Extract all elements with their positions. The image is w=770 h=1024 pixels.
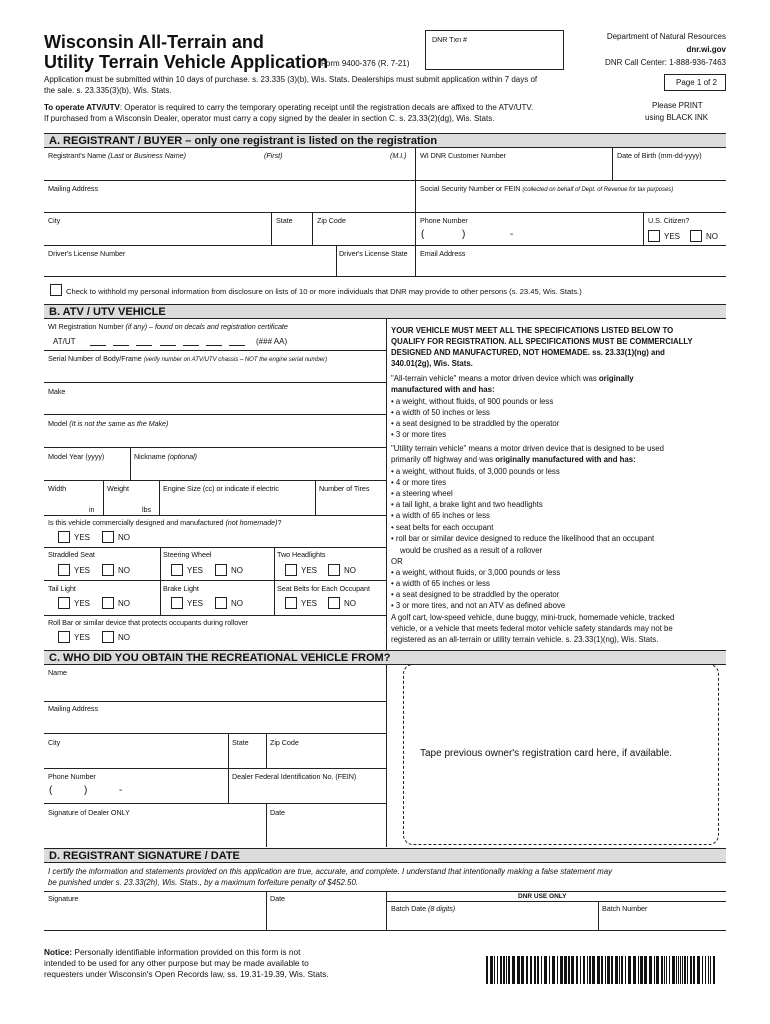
headlights-label: Two Headlights: [277, 550, 326, 559]
steering-yes-checkbox[interactable]: [171, 564, 183, 576]
section-a-header: [44, 133, 726, 148]
state-label: State: [276, 216, 293, 225]
headlights-no-label: NO: [344, 566, 356, 575]
reg-format: (### AA): [256, 337, 288, 346]
engine-size-label: Engine Size (cc) or indicate if electric: [163, 484, 279, 493]
city-label: City: [48, 216, 61, 225]
criteria-item: • a tail light, a brake light and two headlights: [391, 500, 543, 510]
atut-prefix: AT/UT: [53, 337, 76, 346]
commercial-question: [48, 518, 281, 527]
mailing-address-label: Mailing Address: [48, 184, 98, 193]
utv-definition-1: "Utility terrain vehicle" means a motor driven device that is designed to be used: [391, 444, 664, 453]
criteria-item: • a width of 50 inches or less: [391, 408, 490, 417]
phone-paren-close: ): [462, 229, 466, 240]
section-d-header: [44, 848, 726, 863]
width-unit: in: [89, 505, 95, 514]
certify-line2: be punished under s. 23.33(2h), Wis. Stats., by a maximum forfeiture penalty of $452.50.: [48, 878, 359, 887]
notice-line2: intended to be used for any other purpose but may be made available to: [44, 958, 309, 968]
please-print-text: Please PRINT: [652, 101, 703, 110]
commercial-text: Is this vehicle commercially designed and manufactured: [48, 518, 224, 527]
spec-heading-2: QUALIFY FOR REGISTRATION. ALL SPECIFICATIONS MUST BE COMMERCIALLY: [391, 337, 693, 346]
seller-phone-label: Phone Number: [48, 772, 96, 781]
commercial-yes-checkbox[interactable]: [58, 531, 70, 543]
notice-bold: Notice:: [44, 947, 73, 957]
tail-light-label: Tail Light: [48, 584, 76, 593]
middle-initial-label: (M.I.): [390, 151, 407, 160]
wi-registration-label: [48, 322, 288, 331]
registrant-name-text: Registrant's Name: [48, 151, 107, 160]
rollbar-no-label: NO: [118, 633, 130, 642]
seatbelts-no-label: NO: [344, 599, 356, 608]
drivers-license-label: Driver's License Number: [48, 249, 126, 258]
section-c-header: [44, 650, 726, 665]
steering-no-label: NO: [231, 566, 243, 575]
taillight-yes-checkbox[interactable]: [58, 597, 70, 609]
zip-label: Zip Code: [317, 216, 346, 225]
section-b-header: [44, 304, 726, 319]
criteria-item: • a width of 65 inches or less: [391, 579, 490, 588]
straddled-seat-label: Straddled Seat: [48, 550, 95, 559]
criteria-item: • a seat designed to be straddled by the operator: [391, 419, 560, 428]
intro-line1: Application must be submitted within 10 days of purchase. s. 23.335 (3)(b), Wis. Stats. Dealerships must submit application within 7 days of: [44, 75, 538, 84]
operate-text: : Operator is required to carry the temporary operating receipt until the registration decals are affixed to the ATV/UTV.: [119, 103, 534, 112]
tires-label: Number of Tires: [319, 484, 370, 493]
registrant-date-label: Date: [270, 894, 285, 903]
seatbelts-no-checkbox[interactable]: [328, 597, 340, 609]
certify-line1: I certify the information and statements provided on this application are true, accurate, and complete. I understand that intentionally making a false statement may: [48, 867, 613, 876]
headlights-yes-label: YES: [301, 566, 318, 575]
dealer-signature-label: Signature of Dealer ONLY: [48, 808, 130, 817]
seatbelts-yes-label: YES: [301, 599, 318, 608]
straddled-no-label: NO: [118, 566, 130, 575]
steering-no-checkbox[interactable]: [215, 564, 227, 576]
citizen-yes-checkbox[interactable]: [648, 230, 660, 242]
model-hint: (It is not the same as the Make): [69, 419, 169, 428]
headlights-no-checkbox[interactable]: [328, 564, 340, 576]
width-label: Width: [48, 484, 67, 493]
notice-line3: requesters under Wisconsin's Open Records law, ss. 19.31-19.39, Wis. Stats.: [44, 969, 329, 979]
form-title-line2: Utility Terrain Vehicle Application: [44, 52, 329, 72]
seller-phone-dash: -: [119, 785, 123, 796]
phone-paren-open: (: [421, 229, 425, 240]
brakelight-yes-label: YES: [187, 599, 204, 608]
brake-light-label: Brake Light: [163, 584, 199, 593]
criteria-item: • a weight, without fluids, or 3,000 pounds or less: [391, 568, 561, 577]
section-d-title: D. REGISTRANT SIGNATURE / DATE: [49, 850, 240, 862]
straddled-yes-label: YES: [74, 566, 91, 575]
criteria-item: • a weight, without fluids, of 900 pounds or less: [391, 397, 554, 406]
brakelight-no-checkbox[interactable]: [215, 597, 227, 609]
brakelight-yes-checkbox[interactable]: [171, 597, 183, 609]
dealer-fein-label: Dealer Federal Identification No. (FEIN): [232, 772, 357, 781]
please-print: [652, 101, 703, 110]
atv-def-text: "All-terrain vehicle" means a motor driven device which was: [391, 374, 599, 383]
section-a-title: A. REGISTRANT / BUYER – only one registrant is listed on the registration: [49, 135, 438, 147]
commercial-no-label: NO: [118, 533, 130, 542]
dealer-date-label: Date: [270, 808, 285, 817]
rollbar-no-checkbox[interactable]: [102, 631, 114, 643]
utv-def-bold: originally manufactured with and has:: [495, 455, 636, 464]
batch-date-label: [391, 904, 455, 913]
roll-bar-label: Roll Bar or similar device that protects occupants during rollover: [48, 618, 249, 627]
taillight-yes-label: YES: [74, 599, 91, 608]
wi-reg-text: WI Registration Number: [48, 322, 124, 331]
notice-line1: [44, 947, 300, 957]
citizen-no-label: NO: [706, 232, 718, 241]
operate-line1: [44, 103, 533, 112]
batch-date-hint: (8 digits): [428, 904, 456, 913]
form-title-line1: Wisconsin All-Terrain and: [44, 32, 264, 52]
serial-hint: (verify number on ATV/UTV chassis – NOT the engine serial number): [143, 356, 328, 363]
commercial-qmark: ?: [277, 518, 282, 527]
brakelight-no-label: NO: [231, 599, 243, 608]
dnr-use-only: DNR USE ONLY: [518, 893, 567, 900]
model-text: Model: [48, 419, 68, 428]
operate-bold: To operate ATV/UTV: [44, 103, 120, 112]
seller-name-field[interactable]: [44, 666, 386, 701]
dept-website: dnr.wi.gov: [686, 45, 726, 54]
serial-text: Serial Number of Body/Frame: [48, 354, 142, 363]
barcode-icon: [484, 956, 720, 984]
model-label: [48, 419, 168, 428]
mailing-address-field[interactable]: [44, 181, 415, 212]
ssn-text: Social Security Number or FEIN: [420, 184, 521, 193]
batch-date-text: Batch Date: [391, 904, 427, 913]
criteria-item: • 4 or more tires: [391, 478, 447, 488]
dob-label: Date of Birth (mm-dd-yyyy): [617, 151, 702, 160]
ssn-hint: (collected on behalf of Dept. of Revenue for tax purposes): [522, 187, 674, 193]
make-label: Make: [48, 387, 66, 396]
phone-dash: -: [510, 229, 514, 240]
black-ink: using BLACK INK: [645, 113, 709, 122]
seller-mailing-label: Mailing Address: [48, 704, 98, 713]
citizen-label: U.S. Citizen?: [648, 216, 690, 225]
batch-number-label: Batch Number: [602, 904, 648, 913]
commercial-yes-label: YES: [74, 533, 91, 542]
nickname-text: Nickname: [134, 452, 166, 461]
or-label: OR: [391, 557, 403, 566]
make-field[interactable]: [44, 383, 386, 414]
criteria-item: • a width of 65 inches or less: [391, 511, 490, 521]
steering-yes-label: YES: [187, 566, 204, 575]
registrant-name-label: [48, 151, 186, 160]
dept-name: Department of Natural Resources: [606, 32, 726, 41]
registrant-signature-label: Signature: [48, 894, 79, 903]
citizen-no-checkbox[interactable]: [690, 230, 702, 242]
steering-wheel-label: Steering Wheel: [163, 550, 212, 559]
dl-state-label: Driver's License State: [339, 249, 408, 258]
ssn-label: [420, 184, 673, 193]
seller-city-label: City: [48, 738, 61, 747]
withhold-checkbox[interactable]: [50, 284, 62, 296]
seller-name-label: Name: [48, 668, 67, 677]
utv-definition-2: [391, 455, 636, 464]
criteria-item: • 3 or more tires, and not an ATV as defined above: [391, 601, 566, 610]
spec-heading-1: YOUR VEHICLE MUST MEET ALL THE SPECIFICATIONS LISTED BELOW TO: [391, 326, 674, 335]
commercial-no-checkbox[interactable]: [102, 531, 114, 543]
golf-cart-note-2: vehicle, or a vehicle that meets federal motor vehicle safety standards may not be: [391, 624, 673, 633]
email-label: Email Address: [420, 249, 466, 258]
criteria-item: • 3 or more tires: [391, 430, 447, 439]
dept-call-center: DNR Call Center: 1-888-936-7463: [605, 58, 726, 67]
straddled-yes-checkbox[interactable]: [58, 564, 70, 576]
seat-belts-label: Seat Belts for Each Occupant: [277, 584, 370, 593]
taillight-no-label: NO: [118, 599, 130, 608]
utv-def-text: primarily off highway and was: [391, 455, 496, 464]
utv-continuation: would be crushed as a result of a rollover: [400, 546, 543, 555]
seatbelts-yes-checkbox[interactable]: [285, 597, 297, 609]
form-number: Form 9400-376 (R. 7-21): [321, 59, 410, 68]
commercial-hint: (not homemade): [225, 518, 278, 527]
straddled-no-checkbox[interactable]: [102, 564, 114, 576]
nickname-label: [134, 452, 197, 461]
atv-definition-2: manufactured with and has:: [391, 385, 495, 394]
nickname-hint: (optional): [167, 452, 197, 461]
atv-definition: [391, 374, 634, 383]
section-b-title: B. ATV / UTV VEHICLE: [49, 306, 166, 318]
city-field[interactable]: [44, 213, 271, 245]
serial-number-label: [48, 354, 327, 363]
criteria-item: • a steering wheel: [391, 489, 453, 499]
citizen-yes-label: YES: [664, 232, 681, 241]
criteria-item: • roll bar or similar device designed to reduce the likelihood that an occupant: [391, 533, 655, 543]
weight-unit: lbs: [142, 505, 152, 514]
seller-state-label: State: [232, 738, 249, 747]
customer-number-label: WI DNR Customer Number: [420, 151, 506, 160]
wi-reg-hint: (if any) – found on decals and registration certificate: [125, 322, 288, 331]
notice-text: Personally identifiable information provided on this form is not: [72, 947, 301, 957]
taillight-no-checkbox[interactable]: [102, 597, 114, 609]
golf-cart-note-3: registered as an all-terrain or utility terrain vehicle. s. 23.33(1)(ng), Wis. Stats.: [391, 635, 659, 644]
first-name-label: (First): [264, 151, 283, 160]
dnr-txn-label: DNR Txn #: [432, 35, 467, 44]
model-year-label: Model Year (yyyy): [48, 452, 105, 461]
criteria-item: • seat belts for each occupant: [391, 522, 494, 532]
spec-heading-3: DESIGNED AND MANUFACTURED, NOT HOMEMADE. ss. 23.33(1)(ng) and: [391, 348, 665, 357]
spec-heading-4: 340.01(2g), Wis. Stats.: [391, 359, 473, 368]
atv-def-bold: originally: [598, 374, 634, 383]
seller-city-field[interactable]: [44, 734, 228, 768]
headlights-yes-checkbox[interactable]: [285, 564, 297, 576]
seller-zip-label: Zip Code: [270, 738, 299, 747]
rollbar-yes-label: YES: [74, 633, 91, 642]
phone-label: Phone Number: [420, 216, 468, 225]
seller-phone-paren-open: (: [49, 785, 53, 796]
golf-cart-note-1: A golf cart, low-speed vehicle, dune buggy, mini-truck, homemade vehicle, tracked: [391, 613, 675, 622]
withhold-label: Check to withhold my personal information from disclosure on lists of 10 or more individuals that DNR may provide to other persons (s. 23.45, Wis. Stats.): [66, 287, 582, 296]
intro-line2: the sale. s. 23.335(3)(b), Wis. Stats.: [44, 86, 172, 95]
criteria-item: • a weight, without fluids, of 3,000 pounds or less: [391, 467, 560, 476]
operate-line2: If purchased from a Wisconsin Dealer, operator must carry a copy signed by the dealer in section C. s. 23.33(2)(dg), Wis. Stats.: [44, 114, 495, 123]
section-c-title: C. WHO DID YOU OBTAIN THE RECREATIONAL VEHICLE FROM?: [49, 652, 391, 664]
page-number: Page 1 of 2: [676, 78, 717, 87]
weight-label: Weight: [107, 484, 129, 493]
criteria-item: • a seat designed to be straddled by the operator: [391, 590, 560, 599]
seller-phone-paren-close: ): [84, 785, 88, 796]
rollbar-yes-checkbox[interactable]: [58, 631, 70, 643]
registrant-name-hint: (Last or Business Name): [108, 151, 186, 160]
tape-instruction: Tape previous owner's registration card here, if available.: [420, 748, 673, 759]
